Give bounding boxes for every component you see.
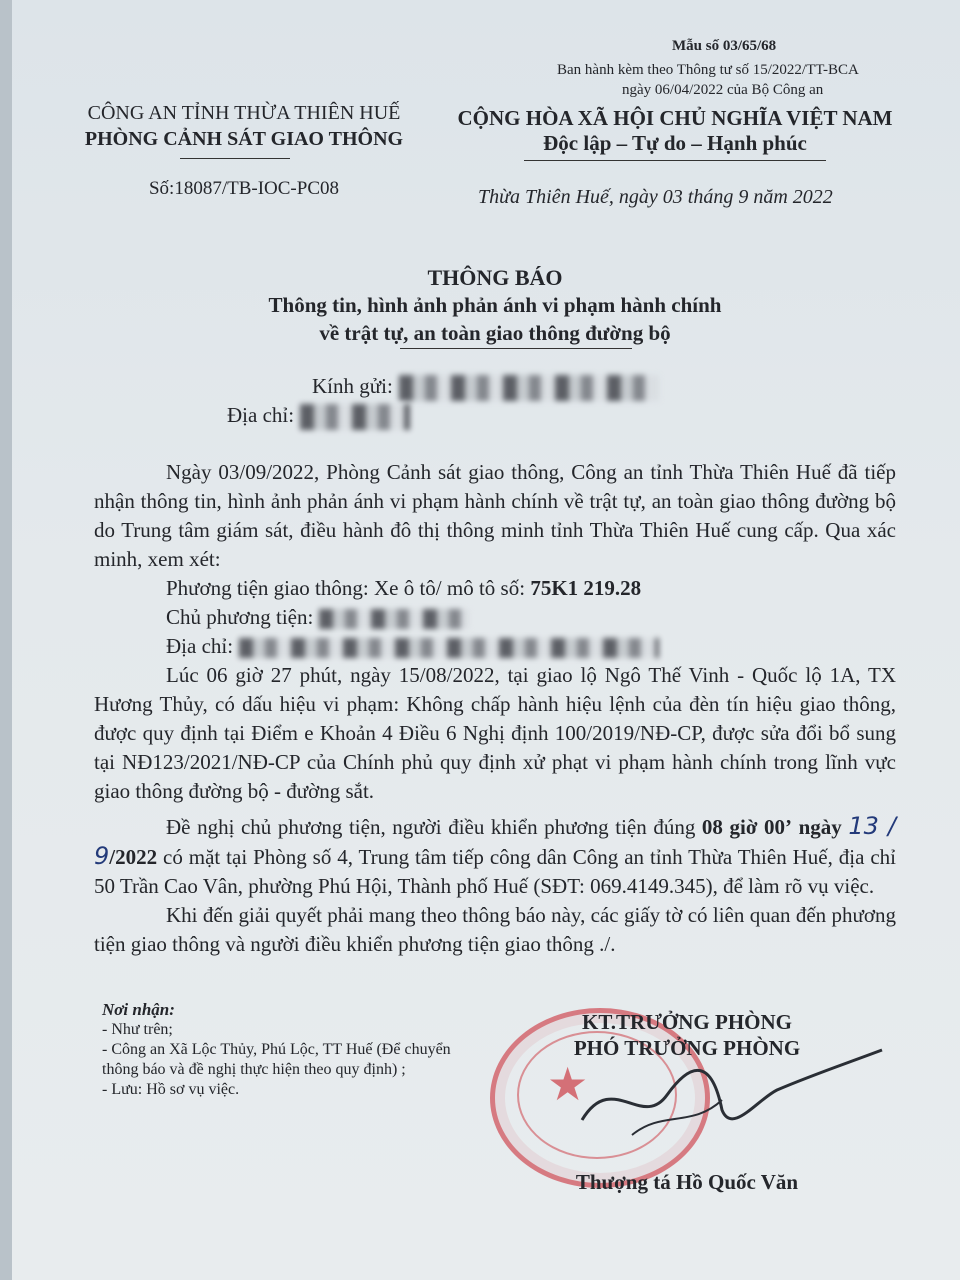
recipient-item: - Lưu: Hồ sơ vụ việc. (102, 1081, 240, 1098)
form-issued-line2: ngày 06/04/2022 của Bộ Công an (622, 82, 824, 98)
recipients-label: Nơi nhận: (102, 1000, 175, 1019)
signature-title-1: KT.TRƯỞNG PHÒNG (582, 1010, 792, 1034)
request-time: 08 giờ 00’ (701, 815, 793, 839)
owner-address-label: Địa chỉ: (166, 634, 234, 658)
handwritten-signature (572, 1040, 892, 1150)
agency-department: PHÒNG CẢNH SÁT GIAO THÔNG (84, 128, 404, 150)
plate-number: 75K1 219.28 (530, 576, 642, 600)
document-subtitle-1: Thông tin, hình ảnh phản ánh vi phạm hành chính (268, 293, 722, 317)
vehicle-label: Phương tiện giao thông: Xe ô tô/ mô tô số: (166, 576, 531, 600)
address-line (227, 403, 410, 430)
owner-line (94, 603, 896, 632)
agency-parent: CÔNG AN TỈNH THỪA THIÊN HUẾ (87, 102, 401, 124)
redacted-address (300, 404, 410, 430)
owner-label: Chủ phương tiện: (166, 605, 314, 629)
document-number: Số:18087/TB-IOC-PC08 (148, 178, 340, 199)
place-date: Thừa Thiên Huế, ngày 03 tháng 9 năm 2022 (478, 186, 833, 208)
motto-underline (524, 160, 826, 161)
signer-name: Thượng tá Hồ Quốc Văn (575, 1170, 799, 1194)
subtitle-underline (400, 348, 632, 349)
nation-name: CỘNG HÒA XÃ HỘI CHỦ NGHĨA VIỆT NAM (457, 106, 893, 130)
recipient-item: - Công an Xã Lộc Thủy, Phú Lộc, TT Huế (Để chuyển thông báo và đề nghị thực hiện theo quy định) ; (102, 1041, 451, 1078)
addressee-label: Kính gửi: (312, 374, 393, 398)
request-paragraph (94, 812, 896, 901)
form-issued-line1: Ban hành kèm theo Thông tư số 15/2022/TT-BCA (557, 62, 859, 78)
star-icon: ★ (547, 1059, 589, 1110)
redacted-addressee (399, 375, 659, 401)
department-underline (180, 158, 290, 159)
document-page (12, 0, 960, 1280)
owner-address-line (94, 632, 896, 661)
request-year: /2022 (109, 845, 158, 869)
closing-paragraph: Khi đến giải quyết phải mang theo thông báo này, các giấy tờ có liên quan đến phương tiện giao thông và người điều khiển phương tiện giao thông ./. (94, 903, 896, 956)
redacted-owner-address (239, 638, 659, 658)
violation-paragraph: Lúc 06 giờ 27 phút, ngày 15/08/2022, tại giao lộ Ngô Thế Vinh - Quốc lộ 1A, TX Hương Thủy, có dấu hiệu vi phạm: Không chấp hành hiệu lệnh của đèn tín hiệu giao thông, được quy định tại Điểm e Khoản 4 Điều 6 Nghị định 100/2019/NĐ-CP, được sửa đổi bổ sung tại NĐ123/2021/NĐ-CP của Chính phủ quy định xử phạt vi phạm hành chính trong lĩnh vực giao thông đường bộ - đường sắt. (94, 663, 896, 803)
handwritten-date: 13 / 9 (94, 812, 896, 870)
recipients-block (102, 1000, 482, 1100)
recipient-item: - Như trên; (102, 1021, 173, 1038)
request-details: có mặt tại Phòng số 4, Trung tâm tiếp công dân Công an tỉnh Thừa Thiên Huế, địa chỉ 50 Trần Cao Vân, phường Phú Hội, Thành phố Huế (SĐT: 069.4149.345), để làm rõ vụ việc. (94, 845, 896, 898)
nation-motto: Độc lập – Tự do – Hạnh phúc (543, 131, 807, 155)
request-text: Đề nghị chủ phương tiện, người điều khiển phương tiện đúng (166, 815, 702, 839)
signature-title-2: PHÓ TRƯỞNG PHÒNG (573, 1036, 801, 1060)
intro-paragraph: Ngày 03/09/2022, Phòng Cảnh sát giao thông, Công an tỉnh Thừa Thiên Huế đã tiếp nhận thông tin, hình ảnh phản ánh vi phạm hành chính về trật tự, an toàn giao thông đường bộ do Trung tâm giám sát, điều hành đô thị thông minh tỉnh Thừa Thiên Huế cung cấp. Qua xác minh, xem xét: (94, 460, 896, 571)
addressee-line (312, 374, 659, 401)
redacted-owner (319, 609, 469, 629)
document-subtitle-2: về trật tự, an toàn giao thông đường bộ (319, 321, 671, 345)
request-day-label: ngày (798, 815, 842, 839)
body-section (94, 458, 896, 959)
document-title: THÔNG BÁO (427, 265, 563, 290)
vehicle-line (94, 574, 896, 603)
address-label: Địa chỉ: (227, 403, 295, 427)
form-number: Mẫu số 03/65/68 (672, 38, 777, 54)
